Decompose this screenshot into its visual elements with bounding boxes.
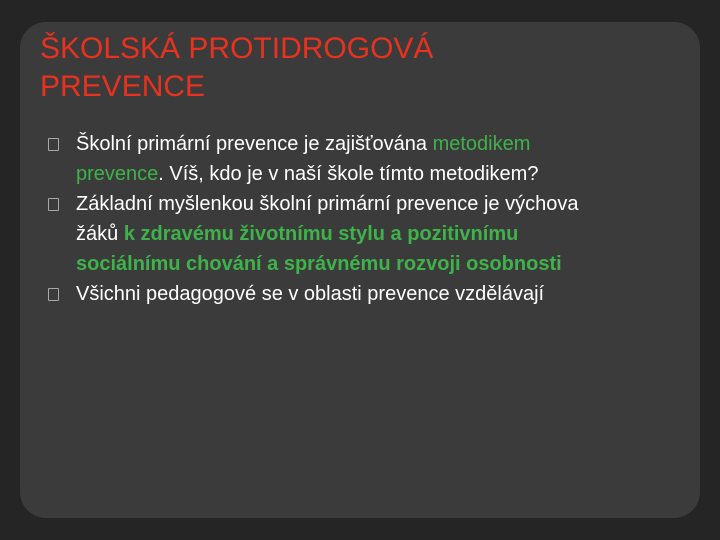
bullet-item	[48, 129, 608, 189]
slide-title	[40, 30, 680, 106]
slide-title-line-2: PREVENCE	[40, 70, 206, 103]
slide-title-line-1: ŠKOLSKÁ PROTIDROGOVÁ	[40, 32, 434, 65]
square-bullet-icon	[48, 138, 59, 151]
bullet-text: Školní primární prevence je zajišťována	[76, 133, 433, 155]
bullet-item	[48, 189, 608, 279]
square-bullet-icon	[48, 198, 59, 211]
bullet-text: . Víš, kdo je v naší škole tímto metodikem?	[158, 163, 539, 185]
bullet-highlight: k zdravému životnímu stylu a pozitivnímu sociálnímu chování a správnému rozvoji osobnosti	[76, 223, 562, 275]
bullet-highlight: metodikem prevence	[76, 133, 531, 185]
square-bullet-icon	[48, 288, 59, 301]
bullet-text: Základní myšlenkou školní primární prevence je výchova žáků	[76, 193, 579, 245]
bullet-item	[48, 279, 608, 309]
bullet-text: Všichni pedagogové se v oblasti prevence vzdělávají	[76, 283, 545, 305]
bullet-list	[48, 129, 608, 309]
